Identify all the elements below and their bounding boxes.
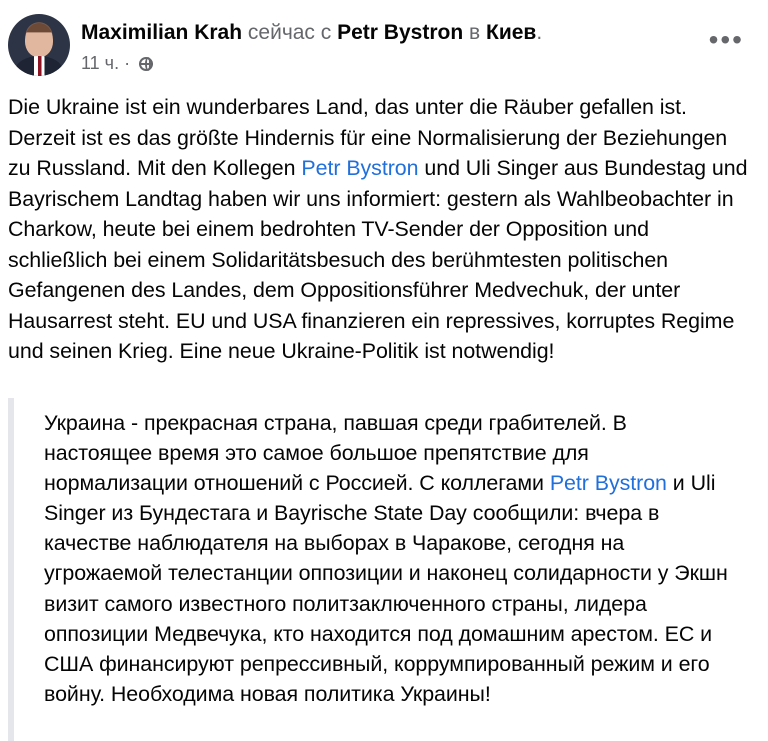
post-title-line: [81, 18, 542, 48]
post-body: [8, 92, 753, 367]
post-mention-link[interactable]: Petr Bystron: [301, 156, 419, 180]
location-connector: в: [469, 21, 481, 44]
post-time[interactable]: 11 ч.: [81, 53, 120, 73]
post-header: [8, 12, 758, 82]
location-link[interactable]: Киев: [486, 21, 537, 44]
post-meta: [81, 52, 153, 74]
status-text: сейчас с: [247, 21, 332, 44]
tagged-person-link[interactable]: Petr Bystron: [337, 21, 464, 44]
translation-body: [44, 408, 734, 709]
translation-mention-link[interactable]: Petr Bystron: [549, 471, 667, 496]
translation-text-part-1: Украина - прекрасная страна, павшая среди грабителей. В настоящее время это самое большое препятствие для нормализации отношений с Россией. С коллегами: [44, 411, 627, 496]
translation-text-part-2: и Uli Singer из Бундестага и Bayrische State Day сообщили: вчера в качестве наблюдателя на выборах в Чаракове, сегодня на угрожаемой телестанции оппозиции и наконец солидарности у Экшн визит самого известного политзаключенного страны, лидера оппозиции Медвечука, кто находится под домашним арестом. ЕС и США финансируют репрессивный, коррумпированный режим и его войну. Необходима новая политика Украины!: [44, 471, 728, 706]
author-avatar[interactable]: [8, 14, 70, 76]
location-end: .: [536, 21, 543, 44]
meta-separator: ·: [124, 53, 131, 73]
more-options-button[interactable]: •••: [708, 24, 744, 55]
post-text-part-2: und Uli Singer aus Bundestag und Bayrischem Landtag haben wir uns informiert: gestern als Wahlbeobachter in Charkow, heute bei einem bedrohten TV-Sender der Opposition und schließlich bei einem Solidaritätsbesuch des berühmtesten politischen Gefangenen des Landes, dem Oppositionsführer Medvechuk, der unter Hausarrest steht. EU und USA finanzieren ein repressives, korruptes Regime und seinen Krieg. Eine neue Ukraine-Politik ist notwendig!: [8, 156, 748, 363]
translation-block: [8, 398, 756, 741]
post-text-part-1: Die Ukraine ist ein wunderbares Land, das unter die Räuber gefallen ist. Derzeit ist es das größte Hindernis für eine Normalisierung der Beziehungen zu Russland. Mit den Kollegen: [8, 95, 728, 180]
author-name[interactable]: Maximilian Krah: [81, 21, 243, 44]
globe-icon: [139, 57, 153, 71]
